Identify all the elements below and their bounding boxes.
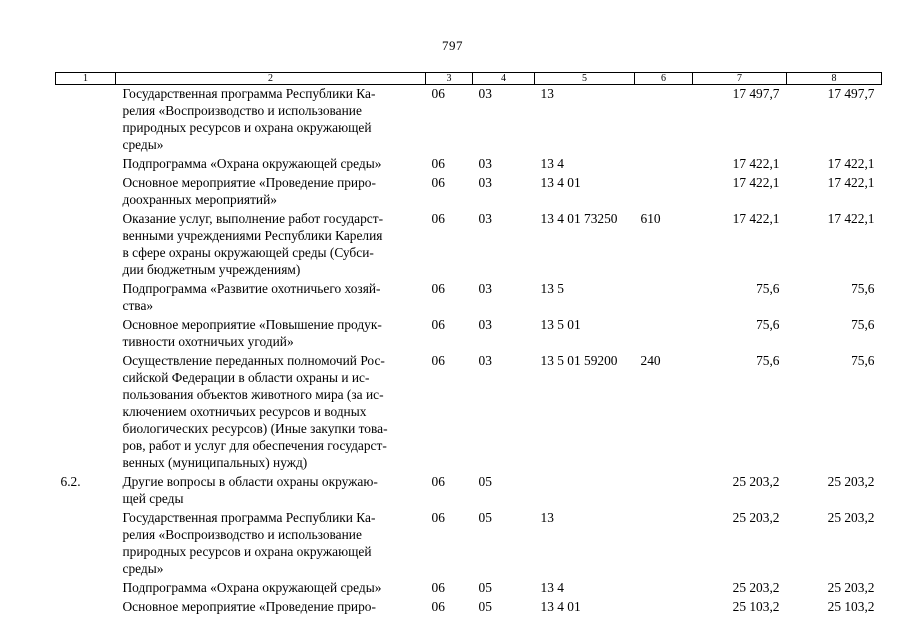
target-article-code: 13 4 01 73250 [540,211,618,226]
amount-col-8: 75,6 [851,317,875,332]
row-name [116,350,426,471]
section-code: 06 [431,599,445,614]
column-header-6: 6 [635,73,693,85]
row-name-line: пользования объектов животного мира (за ис- [122,387,384,402]
subsection-code: 03 [478,281,492,296]
amount-col-7: 25 103,2 [732,599,780,614]
row-name-line: Основное мероприятие «Проведение приро- [122,599,376,614]
column-header-8: 8 [787,73,882,85]
subsection-code: 03 [478,317,492,332]
row-name [116,153,426,172]
amount-col-7: 25 203,2 [732,474,780,489]
subsection-code: 03 [478,86,492,101]
row-name-line: Государственная программа Республики Ка- [122,510,376,525]
target-article-code: 13 4 [540,156,564,171]
section-code: 06 [431,510,445,525]
section-code: 06 [431,86,445,101]
row-name-line: Другие вопросы в области охраны окружаю- [122,474,378,489]
row-number [56,314,116,350]
row-name-line: Основное мероприятие «Проведение приро- [122,175,376,190]
amount-col-7: 17 422,1 [732,211,780,226]
row-name-line: Подпрограмма «Охрана окружающей среды» [122,580,382,595]
row-name-line: биологических ресурсов) (Иные закупки това- [122,421,388,436]
amount-col-8: 17 422,1 [827,156,875,171]
row-name-line: Государственная программа Республики Ка- [122,86,376,101]
amount-col-7: 17 497,7 [732,86,780,101]
expense-type-code: 240 [640,353,661,368]
column-header-1: 1 [56,73,116,85]
table-row [56,278,882,314]
column-header-7: 7 [693,73,787,85]
amount-col-7: 17 422,1 [732,156,780,171]
table-row [56,507,882,577]
amount-col-8: 17 422,1 [827,175,875,190]
target-article-code: 13 4 01 [540,599,581,614]
section-code: 06 [431,474,445,489]
row-name-line: дии бюджетным учреждениям) [122,262,301,277]
row-name-line: тивности охотничьих угодий» [122,334,294,349]
table-row [56,314,882,350]
subsection-code: 05 [478,474,492,489]
row-name [116,507,426,577]
table-row [56,172,882,208]
column-number-header-row [56,73,882,85]
row-name [116,596,426,615]
row-name [116,85,426,154]
target-article-code [535,471,635,507]
row-name-line: ров, работ и услуг для обеспечения государст- [122,438,387,453]
row-name [116,577,426,596]
row-name [116,314,426,350]
section-code: 06 [431,281,445,296]
section-code: 06 [431,211,445,226]
amount-col-7: 75,6 [756,353,780,368]
column-header-5: 5 [535,73,635,85]
amount-col-8: 25 203,2 [827,510,875,525]
row-name-line: в сфере охраны окружающей среды (Субси- [122,245,374,260]
row-number [56,596,116,615]
row-number [56,507,116,577]
row-name-line: Оказание услуг, выполнение работ государст- [122,211,384,226]
row-name-line: ства» [122,298,154,313]
table-row [56,85,882,154]
expense-type-code [635,314,693,350]
row-number [56,172,116,208]
amount-col-8: 17 422,1 [827,211,875,226]
amount-col-7: 75,6 [756,317,780,332]
row-name-line: Подпрограмма «Охрана окружающей среды» [122,156,382,171]
expense-type-code [635,577,693,596]
expense-type-code [635,596,693,615]
row-number [56,278,116,314]
row-name-line: Осуществление переданных полномочий Рос- [122,353,385,368]
row-name-line: щей среды [122,491,184,506]
table-row [56,153,882,172]
row-name-line: среды» [122,137,164,152]
section-code: 06 [431,317,445,332]
amount-col-8: 75,6 [851,281,875,296]
expense-type-code [635,278,693,314]
row-name-line: Подпрограмма «Развитие охотничьего хозяй- [122,281,381,296]
target-article-code: 13 5 01 59200 [540,353,618,368]
row-number [56,153,116,172]
row-name-line: релия «Воспроизводство и использование [122,103,362,118]
row-name-line: природных ресурсов и охрана окружающей [122,544,372,559]
row-name-line: сийской Федерации в области охраны и ис- [122,370,370,385]
row-name-line: Основное мероприятие «Повышение продук- [122,317,382,332]
amount-col-7: 25 203,2 [732,580,780,595]
subsection-code: 05 [478,580,492,595]
target-article-code: 13 [540,86,554,101]
subsection-code: 03 [478,353,492,368]
amount-col-8: 17 497,7 [827,86,875,101]
target-article-code: 13 [540,510,554,525]
section-code: 06 [431,580,445,595]
table-row [56,577,882,596]
subsection-code: 03 [478,175,492,190]
expense-type-code [635,471,693,507]
row-name-line: природных ресурсов и охрана окружающей [122,120,372,135]
target-article-code: 13 4 [540,580,564,595]
amount-col-8: 25 203,2 [827,580,875,595]
row-name-line: доохранных мероприятий» [122,192,277,207]
section-code: 06 [431,156,445,171]
row-name [116,208,426,278]
subsection-code: 03 [478,211,492,226]
row-name-line: ключением охотничьих ресурсов и водных [122,404,367,419]
target-article-code: 13 5 [540,281,564,296]
expense-type-code [635,172,693,208]
expense-type-code [635,153,693,172]
row-number [56,350,116,471]
table-row [56,208,882,278]
subsection-code: 05 [478,599,492,614]
row-name-line: венными учреждениями Республики Карелия [122,228,383,243]
target-article-code: 13 4 01 [540,175,581,190]
target-article-code: 13 5 01 [540,317,581,332]
page-number: 797 [442,38,463,53]
expense-type-code [635,507,693,577]
column-header-3: 3 [426,73,473,85]
amount-col-8: 25 103,2 [827,599,875,614]
amount-col-8: 75,6 [851,353,875,368]
row-name [116,278,426,314]
amount-col-7: 75,6 [756,281,780,296]
row-name-line: среды» [122,561,164,576]
table-row [56,350,882,471]
section-code: 06 [431,353,445,368]
row-number [56,85,116,154]
expense-type-code: 610 [640,211,661,226]
row-number: 6.2. [60,474,81,489]
row-name-line: венных (муниципальных) нужд) [122,455,308,470]
column-header-4: 4 [473,73,535,85]
row-name [116,471,426,507]
subsection-code: 05 [478,510,492,525]
row-name [116,172,426,208]
table-row [56,471,882,507]
row-number [56,577,116,596]
amount-col-7: 25 203,2 [732,510,780,525]
column-header-2: 2 [116,73,426,85]
section-code: 06 [431,175,445,190]
row-name-line: релия «Воспроизводство и использование [122,527,362,542]
table-body [56,85,882,616]
table-row [56,596,882,615]
row-number [56,208,116,278]
expense-type-code [635,85,693,154]
subsection-code: 03 [478,156,492,171]
amount-col-8: 25 203,2 [827,474,875,489]
budget-table [55,72,882,615]
amount-col-7: 17 422,1 [732,175,780,190]
